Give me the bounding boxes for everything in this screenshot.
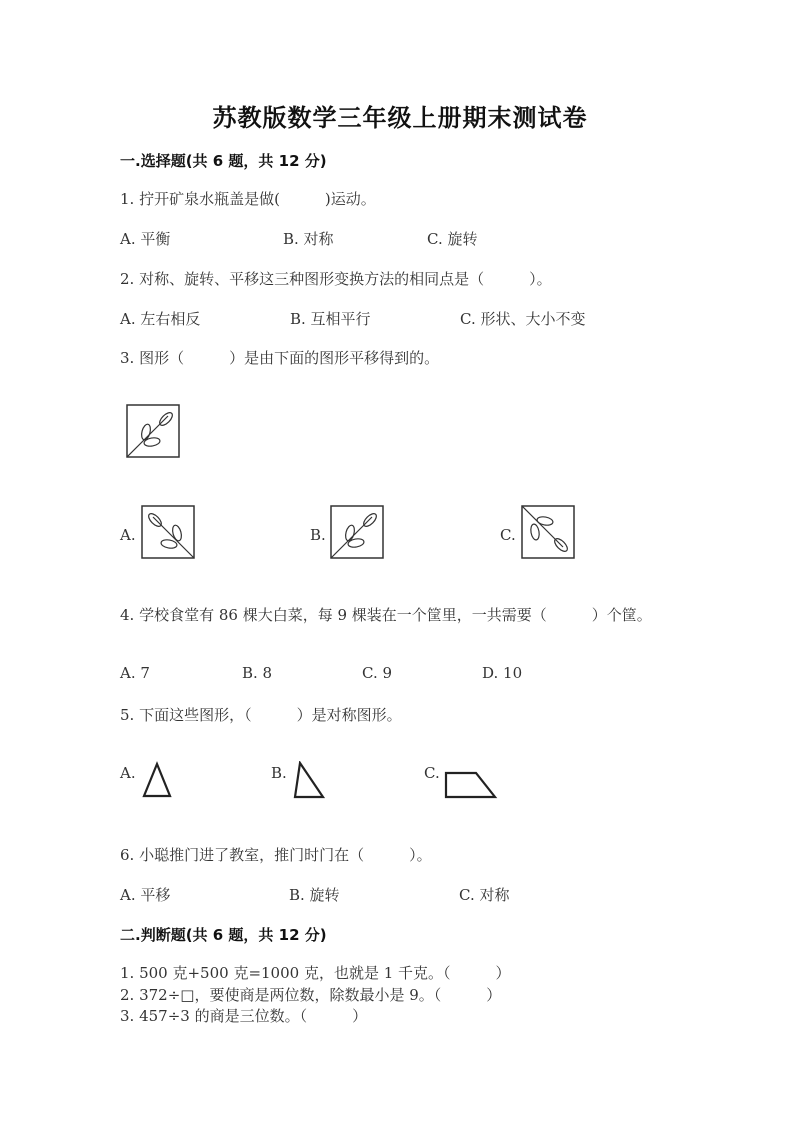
section-heading-choice: 一.选择题(共 6 题，共 12 分) [120, 152, 327, 170]
q4-option-c: C. 9 [362, 664, 393, 682]
q2-option-a: A. 左右相反 [120, 310, 201, 328]
q2-option-c: C. 形状、大小不变 [460, 310, 586, 328]
q4-option-d: D. 10 [482, 664, 523, 682]
leaf-branch-figure-b [330, 505, 384, 559]
leaf-branch-figure-a [141, 505, 195, 559]
tf-question-2: 2. 372÷□，要使商是两位数，除数最小是 9。（ ） [120, 986, 502, 1004]
q6-option-b: B. 旋转 [289, 886, 340, 904]
tf-question-1: 1. 500 克+500 克=1000 克，也就是 1 千克。（ ） [120, 964, 511, 982]
q1-option-a: A. 平衡 [120, 230, 171, 248]
question-6: 6. 小聪推门进了教室，推门时门在（ ）。 [120, 846, 432, 864]
page-title: 苏教版数学三年级上册期末测试卷 [212, 104, 588, 132]
q3-option-c: C. [500, 526, 516, 544]
q2-option-b: B. 互相平行 [290, 310, 371, 328]
q5-option-b: B. [271, 764, 287, 782]
q3-option-b: B. [310, 526, 326, 544]
leaf-branch-figure-c [521, 505, 575, 559]
q5-option-a: A. [120, 764, 136, 782]
question-2: 2. 对称、旋转、平移这三种图形变换方法的相同点是（ ）。 [120, 270, 552, 288]
q6-option-a: A. 平移 [120, 886, 171, 904]
q6-option-c: C. 对称 [459, 886, 510, 904]
isosceles-triangle-figure [141, 761, 173, 799]
q4-option-a: A. 7 [120, 664, 150, 682]
q3-option-a: A. [120, 526, 136, 544]
leaf-branch-reference-figure [126, 404, 180, 458]
trapezoid-figure [444, 770, 498, 800]
question-4: 4. 学校食堂有 86 棵大白菜，每 9 棵装在一个筐里，一共需要（ ）个筐。 [120, 606, 652, 624]
q1-option-c: C. 旋转 [427, 230, 478, 248]
question-3: 3. 图形（ ）是由下面的图形平移得到的。 [120, 349, 440, 367]
question-1: 1. 拧开矿泉水瓶盖是做( )运动。 [120, 190, 376, 208]
scalene-triangle-figure [292, 761, 326, 801]
q1-option-b: B. 对称 [283, 230, 334, 248]
tf-question-3: 3. 457÷3 的商是三位数。（ ） [120, 1007, 368, 1025]
q5-option-c: C. [424, 764, 440, 782]
q4-option-b: B. 8 [242, 664, 273, 682]
section-heading-true-false: 二.判断题(共 6 题，共 12 分) [120, 926, 327, 944]
question-5: 5. 下面这些图形，（ ）是对称图形。 [120, 706, 402, 724]
